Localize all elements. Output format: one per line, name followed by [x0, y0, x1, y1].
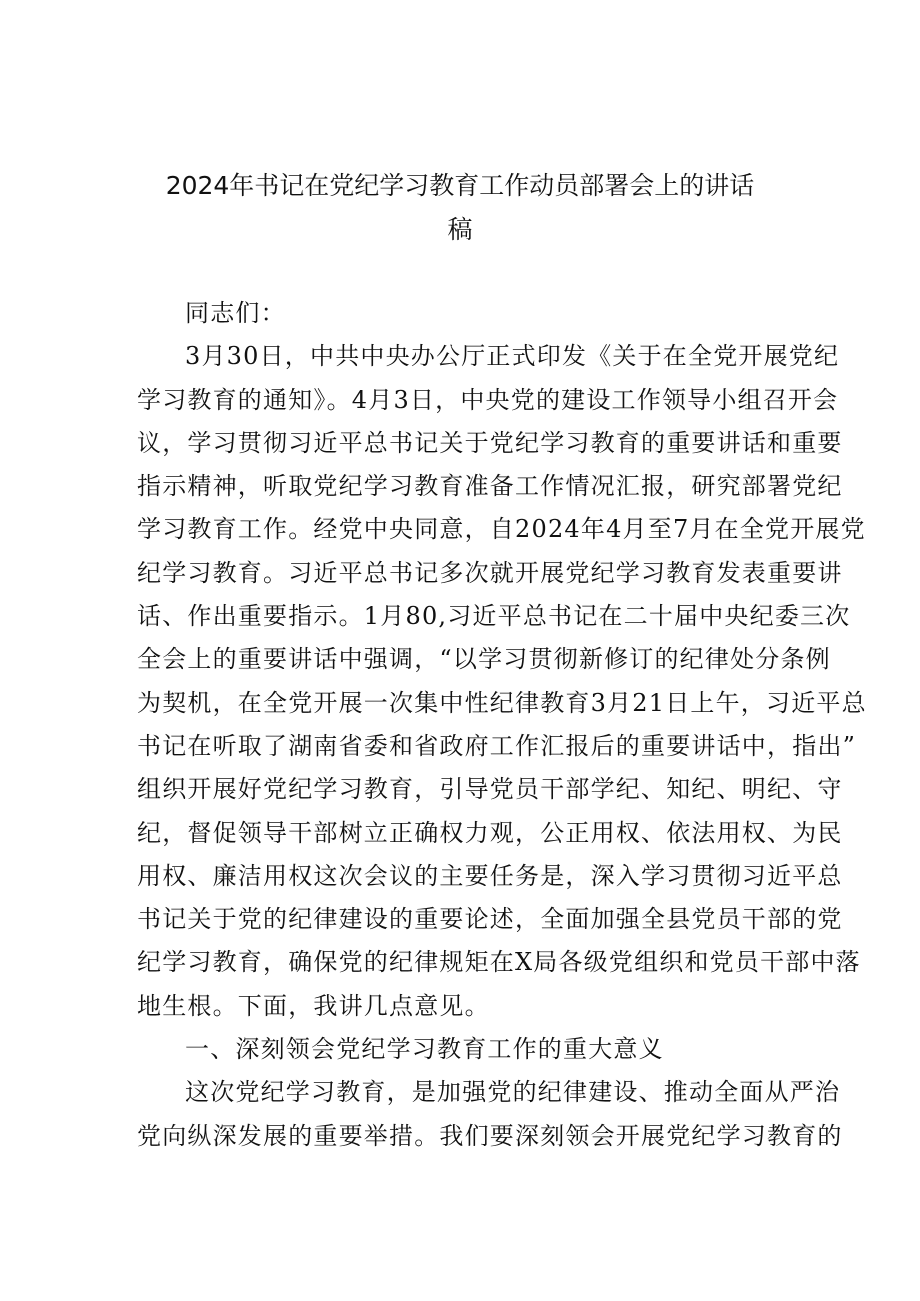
- section-heading-1: 一、深刻领会党纪学习教育工作的重大意义: [185, 1035, 664, 1064]
- paragraph-line: 指示精神，听取党纪学习教育准备工作情况汇报，研究部署党纪: [137, 472, 843, 501]
- paragraph-line: 学习教育的通知》。4月3日，中央党的建设工作领导小组召开会: [137, 385, 839, 414]
- paragraph-line: 组织开展好党纪学习教育，引导党员干部学纪、知纪、明纪、守: [137, 775, 843, 804]
- paragraph-line: 地生根。下面，我讲几点意见。: [137, 991, 490, 1020]
- paragraph-line: 纪学习教育。习近平总书记多次就开展党纪学习教育发表重要讲: [137, 558, 843, 587]
- paragraph-line: 为契机，在全党开展一次集中性纪律教育3月21日上午，习近平总: [137, 688, 867, 717]
- paragraph-line: 党向纵深发展的重要举措。我们要深刻领会开展党纪学习教育的: [137, 1121, 843, 1150]
- paragraph-line: 学习教育工作。经党中央同意，自2024年4月至7月在全党开展党: [137, 515, 866, 544]
- paragraph-line: 话、作出重要指示。1月80,习近平总书记在二十届中央纪委三次: [137, 602, 851, 631]
- paragraph-line: 3月30日，中共中央办公厅正式印发《关于在全党开展党纪: [185, 342, 840, 371]
- paragraph-1: [137, 335, 867, 1028]
- paragraph-2: [137, 1071, 843, 1158]
- paragraph-line: 书记关于党的纪律建设的重要论述，全面加强全县党员干部的党: [137, 905, 843, 934]
- paragraph-line: 纪学习教育，确保党的纪律规矩在X局各级党组织和党员干部中落: [137, 948, 861, 977]
- document-title-line-2: 稿: [447, 215, 473, 244]
- paragraph-line: 纪，督促领导干部树立正确权力观，公正用权、依法用权、为民: [137, 818, 843, 847]
- paragraph-line: 用权、廉洁用权这次会议的主要任务是，深入学习贯彻习近平总: [137, 861, 843, 890]
- document-title-line-1: 2024年书记在党纪学习教育工作动员部署会上的讲话: [165, 171, 755, 200]
- paragraph-line: 议，学习贯彻习近平总书记关于党纪学习教育的重要讲话和重要: [137, 428, 843, 457]
- document-body: [137, 292, 867, 1158]
- paragraph-line: 这次党纪学习教育，是加强党的纪律建设、推动全面从严治: [185, 1078, 841, 1107]
- salutation: 同志们：: [185, 299, 286, 327]
- paragraph-line: 书记在听取了湖南省委和省政府工作汇报后的重要讲话中，指出”: [137, 731, 857, 760]
- paragraph-line: 全会上的重要讲话中强调，“以学习贯彻新修订的纪律处分条例: [137, 645, 831, 674]
